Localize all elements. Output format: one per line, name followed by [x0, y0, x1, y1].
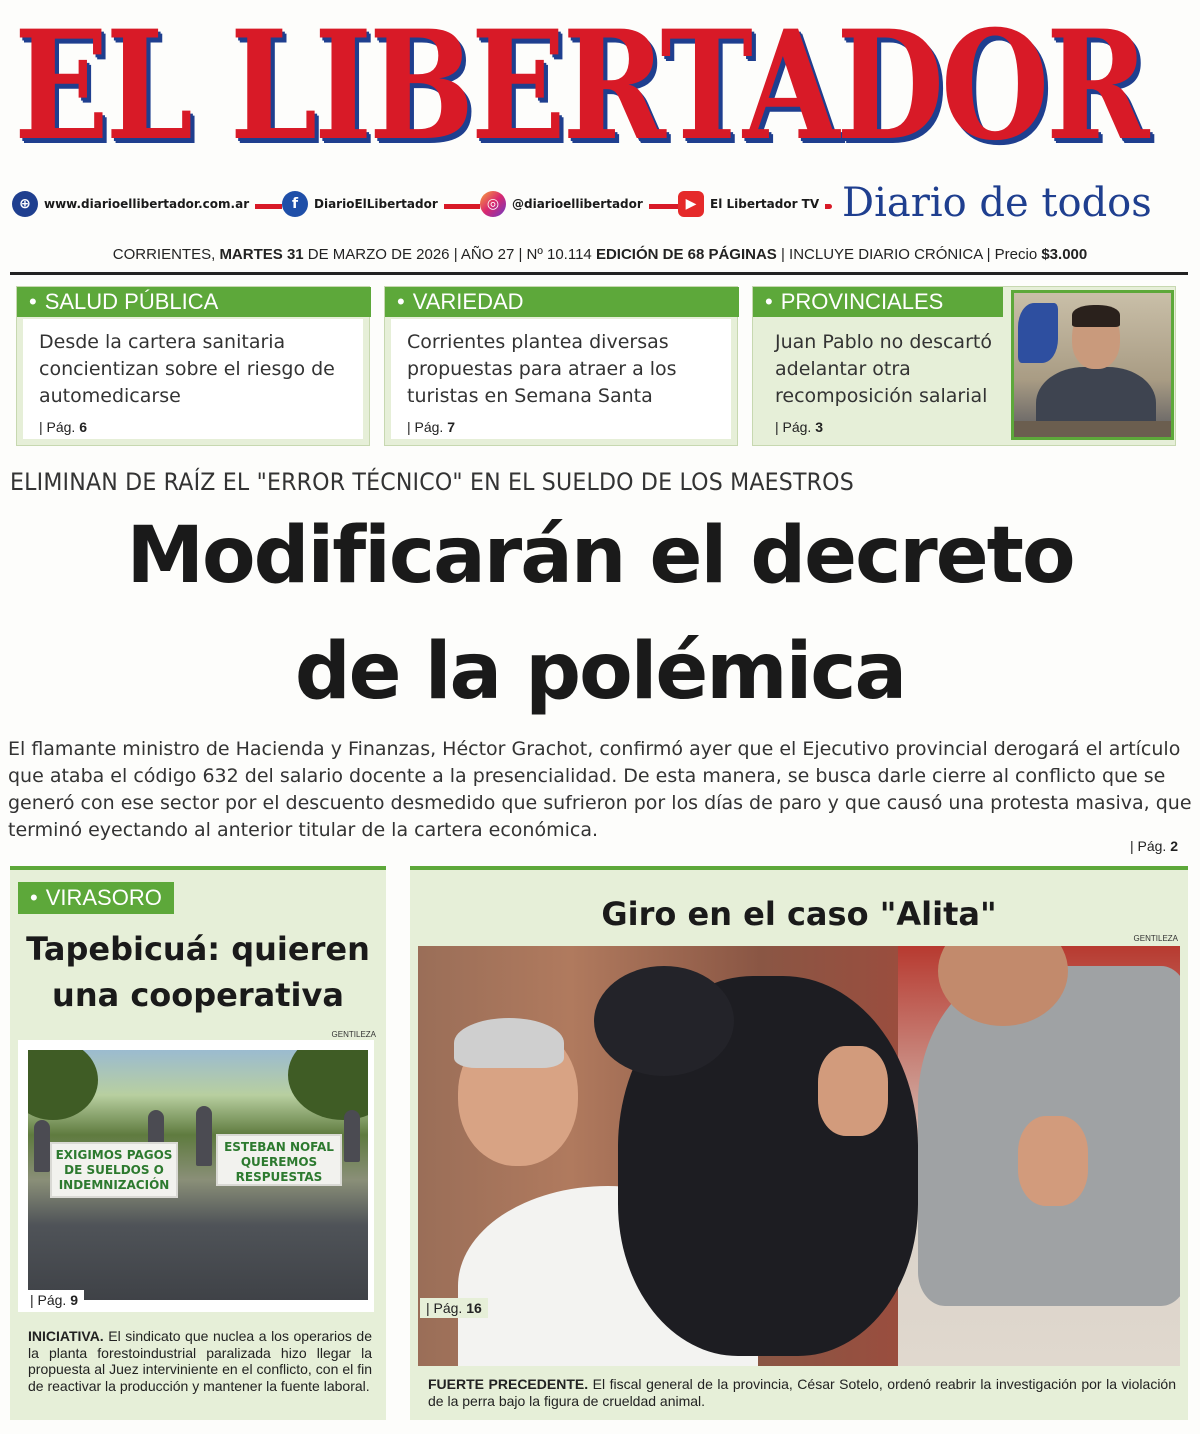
- tree-shape: [28, 1050, 98, 1120]
- hand-shape: [818, 1046, 888, 1136]
- lectern-shape: [1014, 421, 1174, 440]
- facebook-link[interactable]: [282, 192, 444, 216]
- protest-scene: [28, 1050, 368, 1300]
- alita-story[interactable]: [410, 866, 1188, 1420]
- caption-lead: FUERTE PRECEDENTE.: [428, 1376, 589, 1392]
- youtube-icon: ▶: [678, 191, 704, 217]
- flag-shape: [1018, 303, 1058, 363]
- dateline-year: | AÑO 27 | Nº 10.114: [453, 246, 592, 263]
- teaser-text: Corrientes plantea diversas propuestas para atraer a los turistas en Semana Santa: [407, 331, 677, 407]
- teaser-section-tag: • PROVINCIALES: [753, 287, 1003, 317]
- dateline-includes: | INCLUYE DIARIO CRÓNICA | Precio: [780, 246, 1038, 263]
- teaser-page-ref: | Pág. 6: [39, 419, 88, 435]
- main-headline[interactable]: [0, 498, 1200, 730]
- social-bar: [12, 192, 832, 216]
- instagram-icon: ◎: [480, 191, 506, 217]
- headline-line-2: de la polémica: [294, 627, 906, 717]
- teaser-section-tag: • VARIEDAD: [385, 287, 739, 317]
- main-lead: El flamante ministro de Hacienda y Finanzas, Héctor Grachot, confirmó ayer que el Ejecutivo provincial derogará el artículo que ataba el código 632 del salario docente a la presencialidad. De esta manera, se busca darle cierre al conflicto que se generó con ese sector por el descuento desmedido que sufrieron por los días de paro y que causó una protesta masiva, que terminó eyectando al anterior titular de la cartera económica.: [8, 738, 1192, 841]
- teaser-text: Juan Pablo no descartó adelantar otra recomposición salarial: [775, 331, 992, 407]
- dateline: [0, 246, 1200, 263]
- dateline-city: CORRIENTES,: [112, 246, 216, 263]
- photo-credit: GENTILEZA: [1133, 934, 1178, 943]
- caption-body: El sindicato que nuclea a los operarios de la planta forestoindustrial paralizada hizo llegar la propuesta al Juez interviniente en el conflicto, con el fin de reactivar la producción y mantener la fuente laboral.: [28, 1328, 372, 1394]
- caption-lead: INICIATIVA.: [28, 1328, 104, 1344]
- alita-caption: [428, 1376, 1176, 1410]
- dateline-day: MARTES 31: [219, 246, 304, 263]
- instagram-label: @diarioellibertador: [512, 197, 643, 211]
- globe-icon: ⊕: [12, 191, 38, 217]
- main-page-ref: | Pág. 2: [1129, 838, 1178, 854]
- protest-photo[interactable]: [18, 1040, 374, 1312]
- masthead-rule: [10, 272, 1188, 275]
- newspaper-logo: EL LIBERTADOR: [14, 0, 1147, 174]
- protest-banner-1-text: EXIGIMOS PAGOS DE SUELDOS O INDEMNIZACIÓN: [55, 1148, 173, 1192]
- man-left-hair: [454, 1018, 564, 1068]
- virasoro-title-line-1: Tapebicuá: quieren: [26, 930, 370, 968]
- protest-banner-2: [216, 1134, 342, 1186]
- hair-shape: [1072, 305, 1120, 327]
- dog-head: [594, 966, 734, 1076]
- teaser-page-ref: | Pág. 3: [775, 419, 824, 435]
- dateline-price: $3.000: [1041, 246, 1088, 263]
- dateline-month: DE MARZO DE 2026: [307, 246, 450, 263]
- person-shape: [196, 1106, 212, 1166]
- alita-page-ref: | Pág. 16: [420, 1298, 488, 1318]
- youtube-label: El Libertador TV: [710, 197, 820, 211]
- teaser-text: Desde la cartera sanitaria concientizan sobre el riesgo de automedicarse: [39, 331, 335, 407]
- headline-line-1: Modificarán el decreto: [126, 511, 1074, 601]
- youtube-link[interactable]: [678, 192, 825, 216]
- caption-body: El fiscal general de la provincia, César Sotelo, ordenó reabrir la investigación por la violación de la perra bajo la figura de crueldad animal.: [428, 1376, 1177, 1409]
- alita-title: Giro en el caso "Alita": [601, 895, 997, 933]
- main-kicker: ELIMINAN DE RAÍZ EL "ERROR TÉCNICO" EN EL SUELDO DE LOS MAESTROS: [10, 468, 854, 496]
- person-shape: [344, 1110, 360, 1162]
- protest-banner-1: [50, 1142, 178, 1198]
- tree-shape: [288, 1050, 368, 1120]
- website-label: www.diarioellibertador.com.ar: [44, 197, 250, 211]
- teaser-section-tag: • SALUD PÚBLICA: [17, 287, 371, 317]
- website-link[interactable]: [12, 192, 255, 216]
- teaser-variedad[interactable]: [384, 286, 738, 446]
- juan-pablo-photo[interactable]: [1011, 290, 1174, 440]
- instagram-link[interactable]: [480, 192, 649, 216]
- virasoro-story[interactable]: [10, 866, 386, 1420]
- virasoro-caption: [28, 1328, 372, 1394]
- photo-credit: GENTILEZA: [331, 1030, 376, 1039]
- hand-shape: [1018, 1116, 1088, 1206]
- dateline-edition: EDICIÓN DE 68 PÁGINAS: [595, 246, 777, 263]
- teaser-page-ref: | Pág. 7: [407, 419, 456, 435]
- virasoro-page-ref: | Pág. 9: [24, 1290, 84, 1310]
- dog-photo[interactable]: [418, 946, 1180, 1366]
- virasoro-title-line-2: una cooperativa: [52, 976, 344, 1014]
- person-shape: [34, 1120, 50, 1172]
- masthead: [0, 0, 1200, 263]
- virasoro-title: [10, 926, 386, 1018]
- protest-banner-2-text: ESTEBAN NOFAL QUEREMOS RESPUESTAS: [224, 1140, 334, 1184]
- virasoro-section-tag: • VIRASORO: [18, 882, 174, 914]
- tagline: Diario de todos: [842, 180, 1152, 226]
- facebook-icon: f: [282, 191, 308, 217]
- facebook-label: DiarioElLibertador: [314, 197, 438, 211]
- teaser-salud-publica[interactable]: [16, 286, 370, 446]
